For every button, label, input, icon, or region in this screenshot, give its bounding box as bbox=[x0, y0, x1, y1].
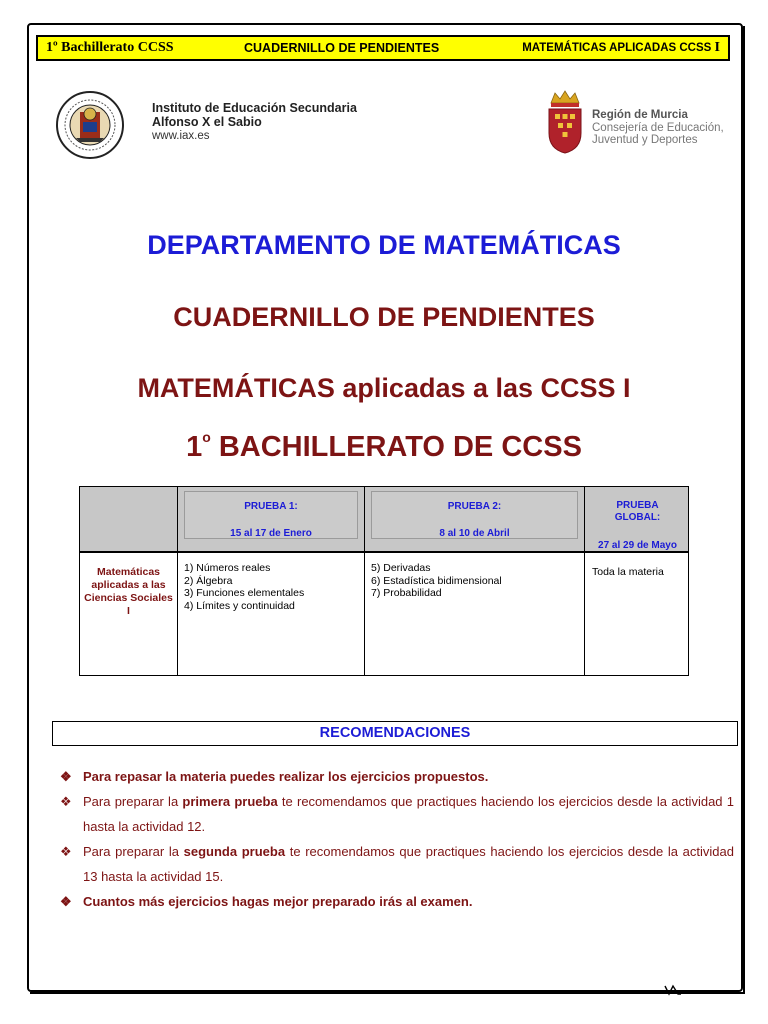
department-title: DEPARTAMENTO DE MATEMÁTICAS bbox=[147, 230, 621, 260]
exam-schedule-table bbox=[79, 486, 689, 676]
diamond-bullet-icon: ❖ bbox=[60, 844, 72, 859]
topic-item: 2) Álgebra bbox=[184, 574, 233, 587]
booklet-title: CUADERNILLO DE PENDIENTES bbox=[173, 302, 595, 332]
recommendation-item: ❖ Cuantos más ejercicios hagas mejor preparado irás al examen. bbox=[58, 889, 734, 914]
school-seal-logo bbox=[46, 90, 134, 160]
page-curl-icon bbox=[664, 984, 682, 996]
recommendation-item: ❖ Para preparar la segunda prueba te recomendamos que practiques haciendo los ejercicios desde la actividad 13 hasta la actividad 15. bbox=[58, 839, 734, 889]
school-info bbox=[152, 101, 357, 143]
region-crest-logo bbox=[545, 89, 585, 155]
diamond-bullet-icon: ❖ bbox=[60, 794, 72, 809]
schedule-content-row bbox=[79, 552, 689, 676]
test2-topics-cell bbox=[365, 553, 585, 675]
header-booklet: CUADERNILLO DE PENDIENTES bbox=[244, 41, 440, 55]
recommendation-item: ❖ Para preparar la primera prueba te recomendamos que practiques haciendo los ejercicios desde la actividad 1 hasta la actividad 12. bbox=[58, 789, 734, 839]
region-ministry: Consejería de Educación, bbox=[592, 121, 724, 134]
test1-title: PRUEBA 1: bbox=[244, 501, 298, 512]
test1-topic-list bbox=[178, 553, 364, 612]
test2-title: PRUEBA 2: bbox=[447, 501, 502, 512]
test1-header bbox=[178, 487, 365, 551]
topic-item: 6) Estadística bidimensional bbox=[371, 574, 502, 587]
diamond-bullet-icon: ❖ bbox=[60, 894, 72, 909]
global-content-cell bbox=[585, 553, 690, 675]
test2-header bbox=[365, 487, 585, 551]
global-content-text: Toda la materia bbox=[592, 566, 664, 578]
recommendation-item: ❖ Para repasar la materia puedes realizar los ejercicios propuestos. bbox=[58, 764, 734, 789]
header-course: 1º Bachillerato CCSS bbox=[46, 40, 174, 55]
region-name: Región de Murcia bbox=[592, 109, 688, 121]
region-ministry-line2: Juventud y Deportes bbox=[592, 134, 698, 146]
test1-dates: 15 al 17 de Enero bbox=[230, 528, 312, 539]
subject-name-cell: Matemáticas aplicadas a las Ciencias Sociales I bbox=[80, 553, 178, 675]
topic-item: 4) Límites y continuidad bbox=[184, 599, 295, 612]
page-shadow-right bbox=[743, 26, 745, 994]
school-website: www.iax.es bbox=[152, 130, 210, 142]
test2-topic-list bbox=[365, 553, 584, 600]
topic-item: 7) Probabilidad bbox=[371, 587, 442, 599]
global-test-title: PRUEBA GLOBAL: bbox=[614, 500, 661, 523]
header-subject: MATEMÁTICAS APLICADAS CCSS I bbox=[522, 40, 720, 55]
test2-dates: 8 al 10 de Abril bbox=[439, 528, 510, 539]
recommendations-heading: RECOMENDACIONES bbox=[52, 721, 738, 746]
header-bar bbox=[36, 35, 730, 61]
test1-topics-cell bbox=[178, 553, 365, 675]
region-info bbox=[592, 109, 724, 147]
subject-title: MATEMÁTICAS aplicadas a las CCSS I bbox=[137, 373, 631, 403]
page-shadow bbox=[30, 992, 745, 994]
school-name-line1: Instituto de Educación Secundaria bbox=[152, 101, 357, 115]
school-name-line2: Alfonso X el Sabio bbox=[152, 115, 262, 129]
global-test-header bbox=[585, 487, 690, 551]
diamond-bullet-icon: ❖ bbox=[60, 769, 72, 784]
topic-item: 3) Funciones elementales bbox=[184, 587, 305, 599]
course-title: 1$^o$ BACHILLERATO DE CCSS bbox=[186, 429, 582, 463]
topic-item: 5) Derivadas bbox=[371, 562, 431, 574]
topic-item: 1) Números reales bbox=[184, 562, 271, 574]
global-test-dates: 27 al 29 de Mayo bbox=[598, 540, 677, 551]
recommendations-list bbox=[58, 764, 734, 914]
schedule-header-empty bbox=[80, 487, 178, 551]
schedule-header-row bbox=[79, 486, 689, 552]
